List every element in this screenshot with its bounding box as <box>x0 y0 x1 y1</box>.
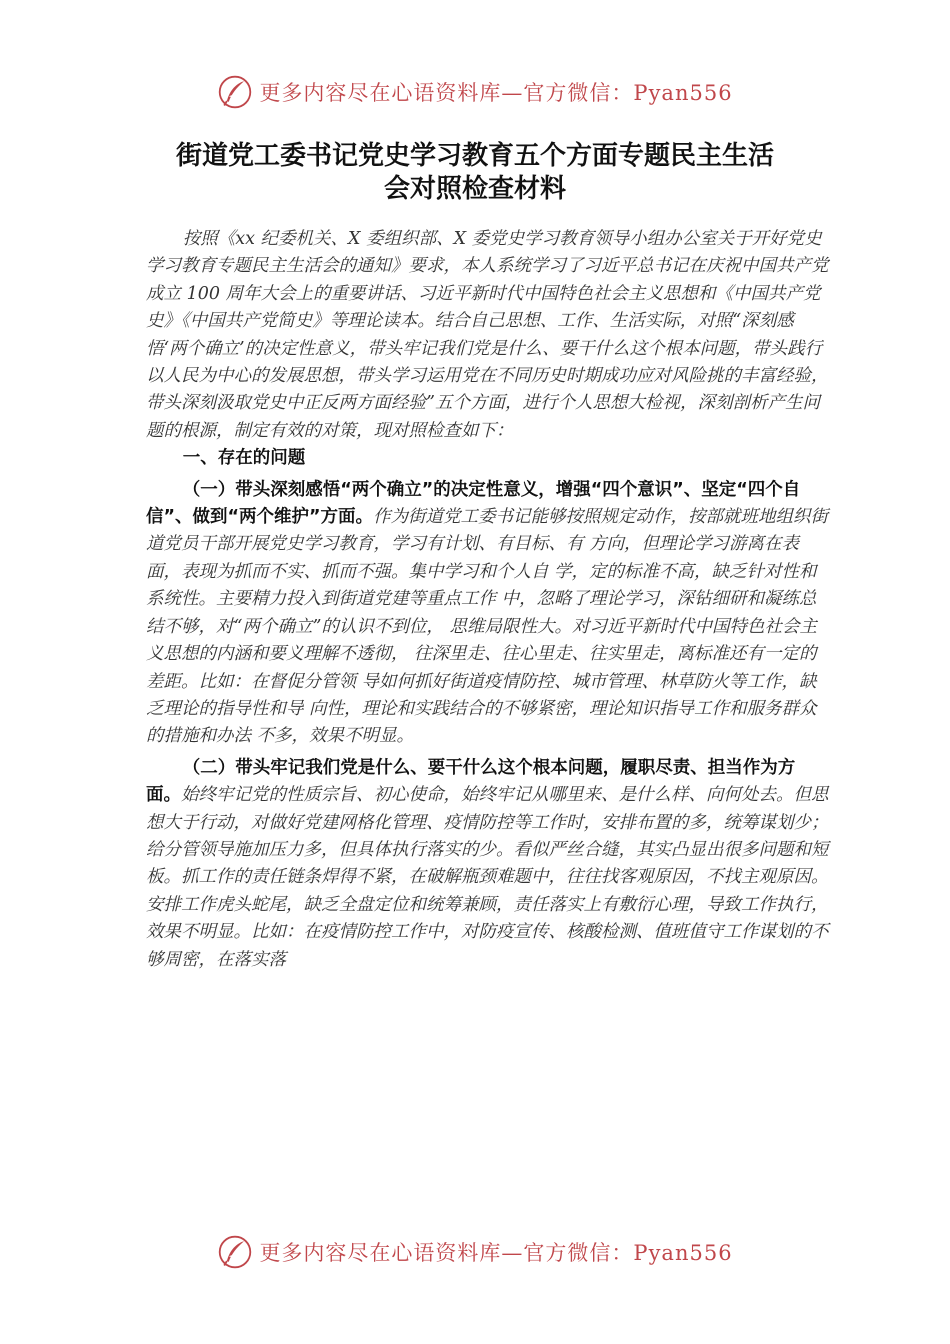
footer-banner <box>0 1232 950 1272</box>
subsection-2-heading: （二）带头牢记我们党是什么、要干什么这个根本问题，履职尽责、担当作为方面。 <box>146 757 796 806</box>
intro-paragraph: 按照《xx 纪委机关、X 委组织部、X 委党史学习教育领导小组办公室关于开好党史学习教育专题民主生活会的通知》要求，本人系统学习了习近平总书记在庆祝中国共产党成立 100 周年大会上的重要讲话、习近平新时代中国特色社会主义思想和《中国共产党史》《中国共产党简史》等理论读本。结合自己思想、工作、生活实际，对照“深刻感悟‘两个确立’的决定性意义，带头牢记我们党是什么、要干什么这个根本问题，带头践行以人民为中心的发展思想，带头学习运用党在不同历史时期成功应对风险挑的丰富经验，带头深刻汲取党史中正反两方面经验”五个方面，进行个人思想大检视，深刻剖析产生问题的根源，制定有效的对策，现对照检查如下： <box>146 229 829 441</box>
subsection-1-heading: （一）带头深刻感悟“两个确立”的决定性意义，增强“四个意识”、坚定“四个自信”、做到“两个维护”方面。 <box>146 479 801 528</box>
section-heading: 一、存在的问题 <box>182 448 306 469</box>
banner-text: 更多内容尽在心语资料库—官方微信：Pyan556 <box>259 81 733 105</box>
banner-text: 更多内容尽在心语资料库—官方微信：Pyan556 <box>259 1241 733 1265</box>
document-title <box>120 140 830 206</box>
subsection-1-body: 作为街道党工委书记能够按照规定动作，按部就班地组织街道党员干部开展党史学习教育，学习有计划、有目标、有 方向，但理论学习游离在表面，表现为抓而不实、抓而不强。集中学习和个人自 学，定的标准不高，缺乏针对性和系统性。主要精力投入到街道党建等重点工作 中，忽略了理论学习，深钻细研和凝练总结不够，对“两个确立”的认识不到位， 思维局限性大。对习近平新时代中国特色社会主义思想的内涵和要义理解不透彻， 往深里走、往心里走、往实里走，离标准还有一定的差距。比如：在督促分管领 导如何抓好街道疫情防控、城市管理、林草防火等工作，缺乏理论的指导性和导 向性，理论和实践结合的不够紧密，理论知识指导工作和服务群众的措施和办法 不多，效果不明显。 <box>146 507 829 747</box>
feather-quill-icon <box>217 74 253 110</box>
document-body <box>146 226 830 974</box>
title-line-2: 会对照检查材料 <box>383 174 566 204</box>
subsection-2-body: 始终牢记党的性质宗旨、初心使命，始终牢记从哪里来、是什么样、向何处去。但思想大于行动，对做好党建网格化管理、疫情防控等工作时，安排布置的多，统筹谋划少；给分管领导施加压力多，但具体执行落实的少。看似严丝合缝，其实凸显出很多问题和短板。抓工作的责任链条焊得不紧，在破解瓶颈难题中，往往找客观原因，不找主观原因。安排工作虎头蛇尾，缺乏全盘定位和统筹兼顾，责任落实上有敷衍心理，导致工作执行，效果不明显。比如：在疫情防控工作中，对防疫宣传、核酸检测、值班值守工作谋划的不够周密，在落实落 <box>146 785 829 970</box>
header-banner <box>0 72 950 112</box>
subsection-2 <box>146 755 830 974</box>
subsection-1 <box>146 477 830 751</box>
title-line-1: 街道党工委书记党史学习教育五个方面专题民主生活 <box>175 141 774 171</box>
feather-quill-icon <box>217 1234 253 1270</box>
